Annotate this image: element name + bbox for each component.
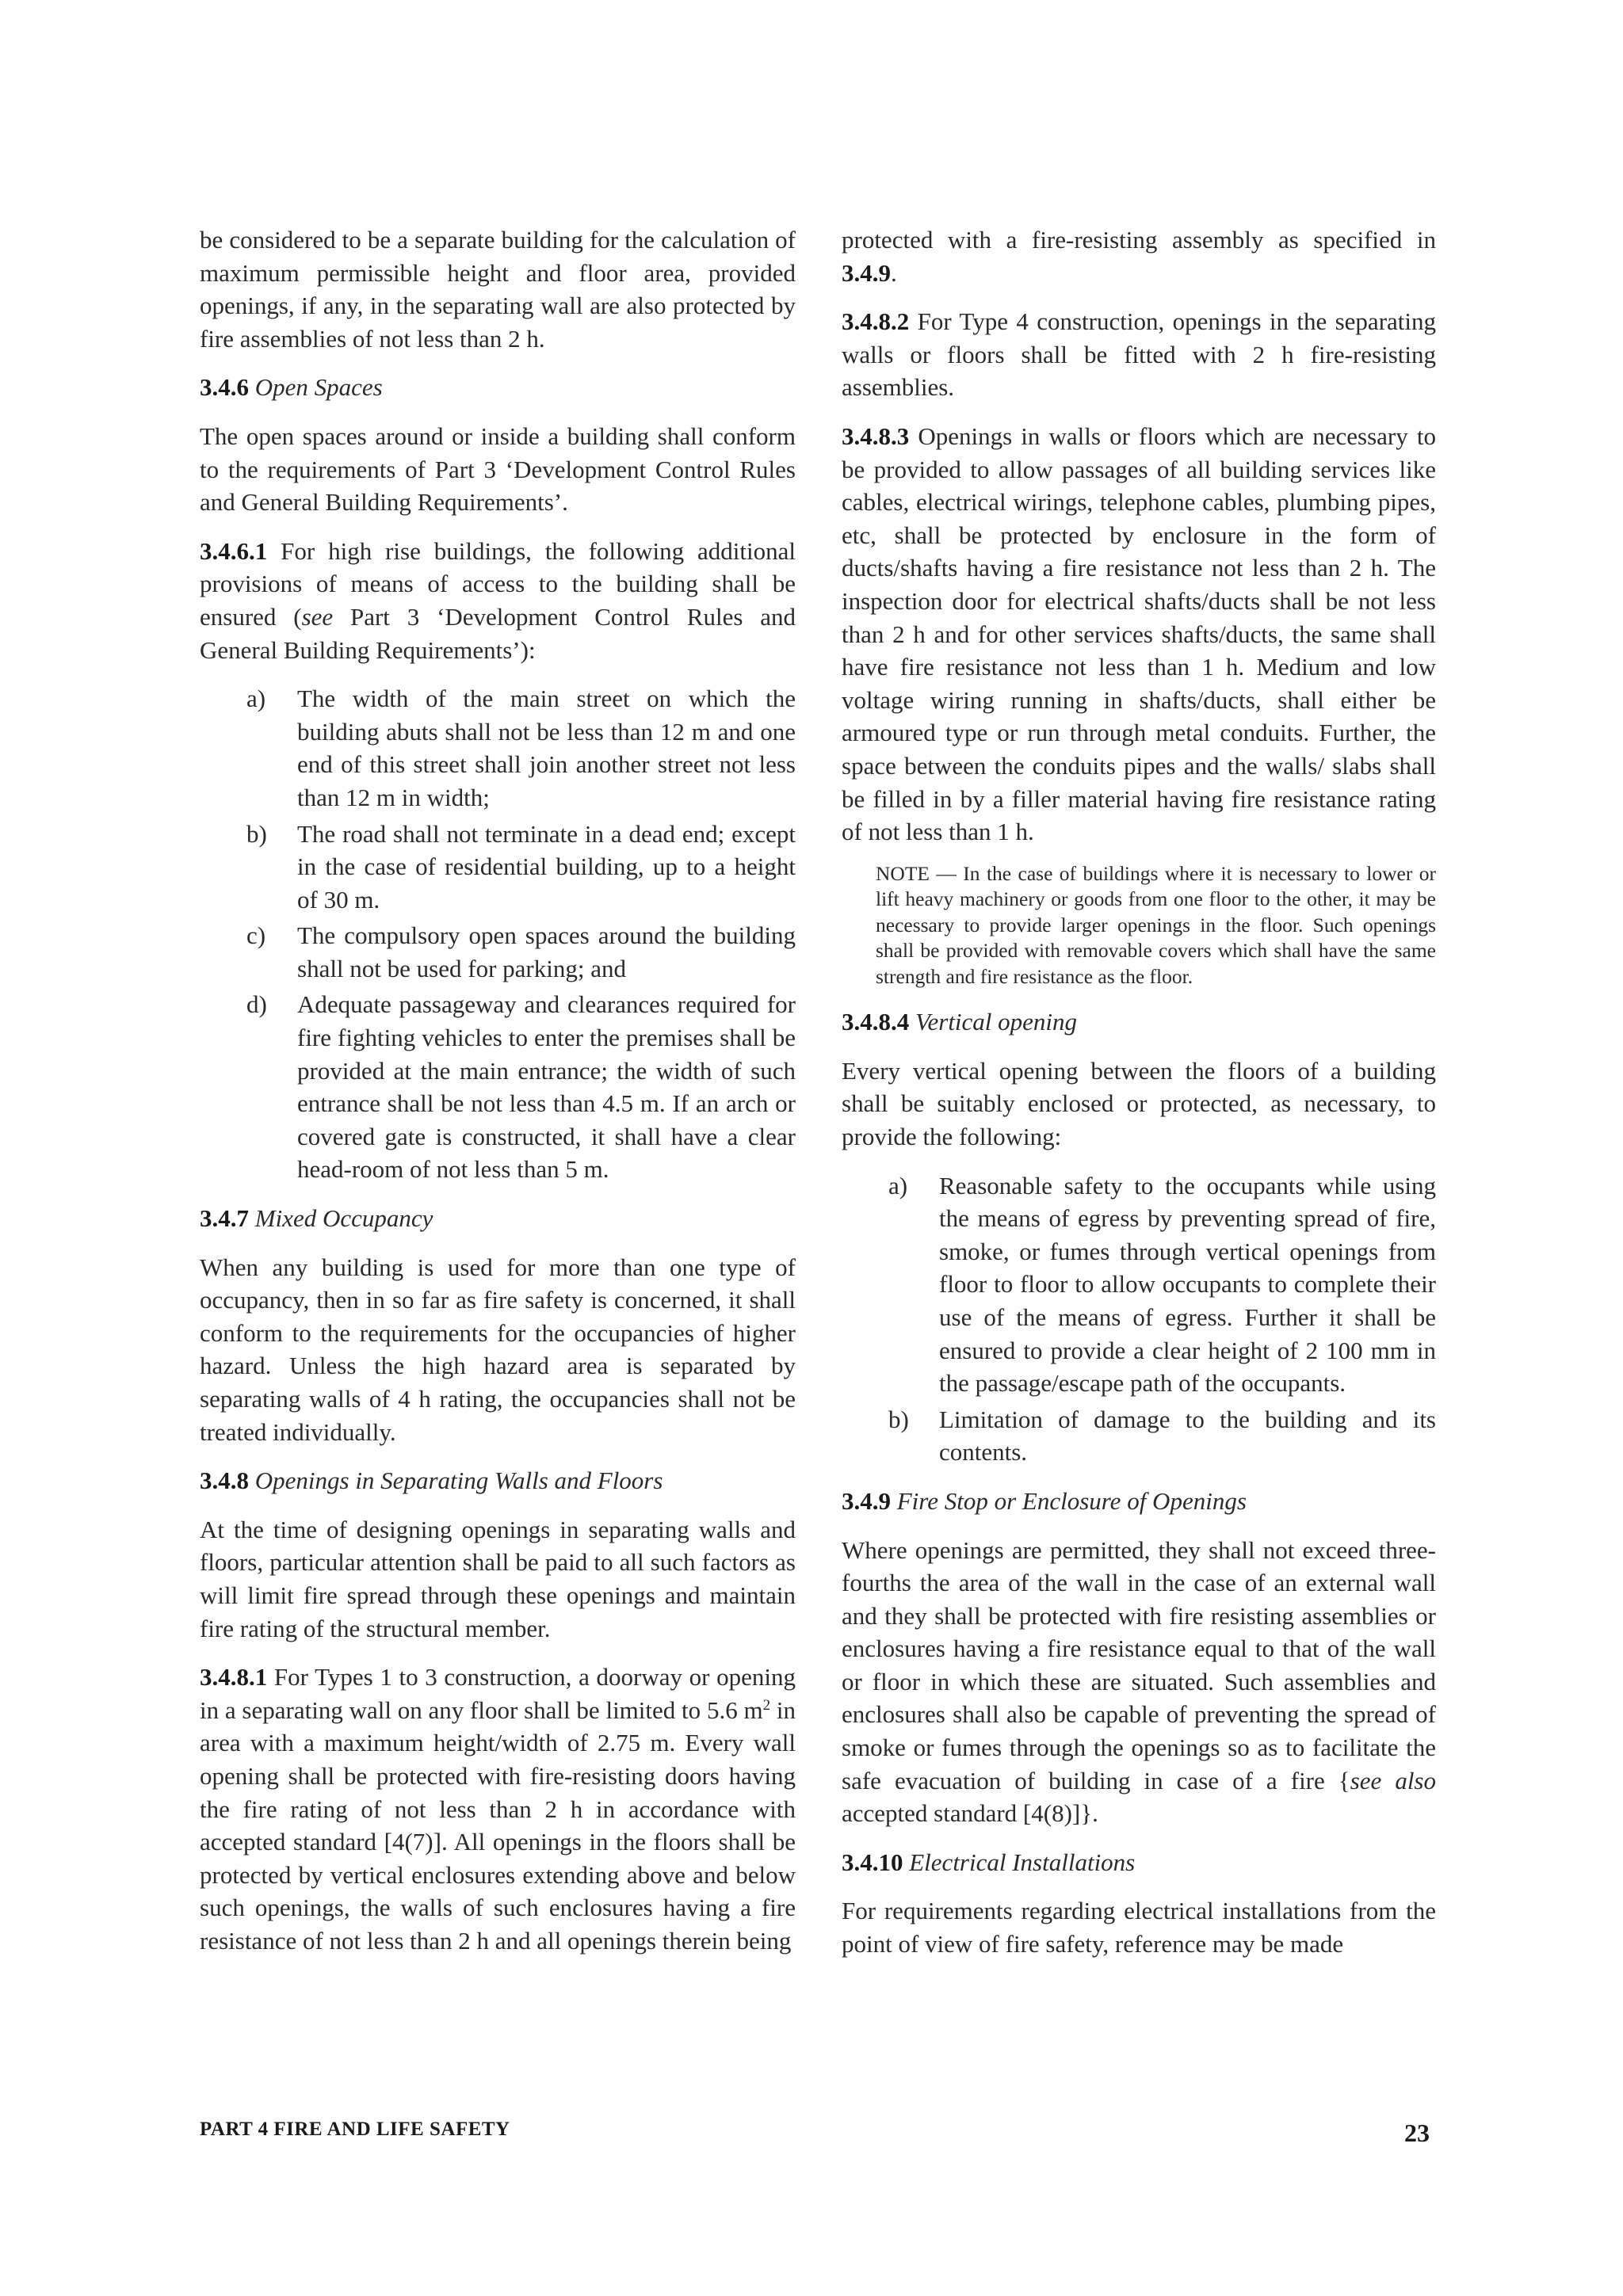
access-provisions-list [200, 682, 796, 1186]
left-column [200, 223, 796, 1958]
paragraph-text: . [891, 258, 897, 287]
clause-text: Part 3 ‘Development Control Rules and General Building Requirements’): [200, 602, 796, 664]
section-number: 3.4.8 [200, 1466, 249, 1495]
section-heading-3-4-6 [200, 371, 796, 404]
continued-paragraph: be considered to be a separate building for the calculation of maximum permissible height and floor area, provided openings, if any, in the separating wall are also protected by fire assemblies of not less than 2 h. [200, 226, 796, 353]
list-item-text: Adequate passageway and clearances required for fire fighting vehicles to enter the premises shall be provided at the main entrance; the width of such entrance shall be not less than 4.5 m. If an arch or covered gate is constructed, it shall have a clear head-room of not less than 5 m. [297, 990, 796, 1184]
section-title: Open Spaces [254, 373, 383, 402]
list-item [200, 988, 796, 1186]
paragraph-openings: At the time of designing openings in separating walls and floors, particular attention shall be paid to all such factors as will limit fire spread through these openings and maintain fire rating of the structural member. [200, 1515, 796, 1642]
clause-number: 3.4.6.1 [200, 536, 268, 565]
superscript: 2 [762, 1696, 771, 1714]
list-item-text: The compulsory open spaces around the building shall not be used for parking; and [297, 921, 796, 982]
list-item [842, 1169, 1436, 1400]
section-title: Electrical Installations [909, 1848, 1136, 1876]
list-item-text: Limitation of damage to the building and its contents. [939, 1405, 1436, 1466]
list-marker: b) [888, 1405, 909, 1433]
section-heading-3-4-7 [200, 1202, 796, 1235]
section-number: 3.4.8.4 [842, 1008, 910, 1036]
paragraph-3-4-8-3 [842, 420, 1436, 849]
section-title: Openings in Separating Walls and Floors [254, 1466, 663, 1495]
section-heading-3-4-9 [842, 1485, 1436, 1518]
list-item [200, 818, 796, 917]
list-marker: c) [246, 921, 266, 950]
section-heading-3-4-8 [200, 1464, 796, 1497]
section-heading-3-4-8-4 [842, 1005, 1436, 1039]
clause-number: 3.4.8.1 [200, 1663, 268, 1691]
clause-text: For high rise buildings, the following additional provisions of means of access to the building shall be ensured ( [200, 536, 796, 631]
paragraph-vertical-opening: Every vertical opening between the floors of a building shall be suitably enclosed or protected, as necessary, to provide the following: [842, 1056, 1436, 1150]
running-footer: PART 4 FIRE AND LIFE SAFETY [200, 2119, 510, 2140]
clause-text: For Type 4 construction, openings in the separating walls or floors shall be fitted with 2 h fire-resisting assemblies. [842, 307, 1436, 402]
list-item [842, 1403, 1436, 1469]
continued-paragraph [842, 223, 1436, 289]
section-title: Mixed Occupancy [254, 1204, 433, 1233]
paragraph-open-spaces: The open spaces around or inside a building shall conform to the requirements of Part 3 ‘Development Control Rules and General Building Requirements’. [200, 421, 796, 517]
section-number: 3.4.6 [200, 373, 249, 402]
section-number: 3.4.10 [842, 1848, 903, 1876]
note-paragraph: NOTE — In the case of buildings where it is necessary to lower or lift heavy machinery or goods from one floor to the other, it may be necessary to provide larger openings in the floor. Such openings shall be provided with removable covers which shall have the same strength and fire resistance as the floor. [876, 861, 1436, 988]
paragraph-electrical: For requirements regarding electrical installations from the point of view of fire safety, reference may be made [842, 1897, 1436, 1958]
clause-text: Openings in walls or floors which are necessary to be provided to allow passages of all building services like cables, electrical wirings, telephone cables, plumbing pipes, etc, shall be protected by enclosure in the form of ducts/shafts having a fire resistance not less than 2 h. The inspection door for electrical shafts/ducts shall be not less than 2 h and for other services shafts/ducts, the same shall have fire resistance not less than 1 h. Medium and low voltage wiring running in shafts/ducts, shall either be armoured type or run through metal conduits. Further, the space between the conduits pipes and the walls/ slabs shall be filled in by a filler material having fire resistance rating of not less than 1 h. [842, 421, 1436, 846]
clause-number: 3.4.8.3 [842, 421, 910, 450]
see-reference: see also [1350, 1766, 1436, 1794]
list-marker: a) [246, 685, 266, 713]
cross-reference: 3.4.9 [842, 258, 891, 287]
paragraph-3-4-6-1 [200, 535, 796, 666]
section-heading-3-4-10 [842, 1846, 1436, 1879]
list-item-text: Reasonable safety to the occupants while using the means of egress by preventing spread of fire, smoke, or fumes through vertical openings from floor to floor to allow occupants to complete their use of the means of egress. Further it shall be ensured to provide a clear height of 2 100 mm in the passage/escape path of the occupants. [939, 1171, 1436, 1398]
section-number: 3.4.9 [842, 1486, 891, 1515]
vertical-opening-list [842, 1169, 1436, 1469]
section-title: Vertical opening [915, 1008, 1078, 1036]
list-marker: a) [888, 1171, 908, 1199]
paragraph-text: accepted standard [4(8)]}. [842, 1799, 1098, 1828]
section-title: Fire Stop or Enclosure of Openings [896, 1486, 1247, 1515]
list-marker: d) [246, 990, 267, 1019]
page-number: 23 [1404, 2119, 1430, 2147]
list-item [200, 682, 796, 814]
section-number: 3.4.7 [200, 1204, 249, 1233]
list-marker: b) [246, 819, 267, 848]
clause-number: 3.4.8.2 [842, 307, 910, 336]
list-item [200, 919, 796, 985]
right-column [842, 223, 1436, 1961]
paragraph-fire-stop [842, 1534, 1436, 1830]
paragraph-3-4-8-1 [200, 1661, 796, 1957]
clause-text: For Types 1 to 3 construction, a doorway or opening in a separating wall on any floor shall be limited to 5.6 m [200, 1663, 796, 1724]
list-item-text: The width of the main street on which the building abuts shall not be less than 12 m and one end of this street shall join another street not less than 12 m in width; [297, 685, 796, 811]
paragraph-mixed-occupancy: When any building is used for more than one type of occupancy, then in so far as fire safety is concerned, it shall conform to the requirements for the occupancies of higher hazard. Unless the high hazard area is separated by separating walls of 4 h rating, the occupancies shall not be treated individually. [200, 1253, 796, 1446]
paragraph-text: protected with a fire-resisting assembly as specified in [842, 226, 1436, 254]
see-reference: see [301, 602, 334, 631]
paragraph-3-4-8-2 [842, 305, 1436, 404]
list-item-text: The road shall not terminate in a dead end; except in the case of residential building, up to a height of 30 m. [297, 819, 796, 913]
clause-text: in area with a maximum height/width of 2.75 m. Every wall opening shall be protected with fire-resisting doors having the fire rating of not less than 2 h in accordance with accepted standard [4(7)]. All openings in the floors shall be protected by vertical enclosures extending above and below such openings, the walls of such enclosures having a fire resistance of not less than 2 h and all openings therein being [200, 1695, 796, 1955]
paragraph-text: Where openings are permitted, they shall not exceed three-fourths the area of the wall in the case of an external wall and they shall be protected with fire resisting assemblies or enclosures having a fire resistance equal to that of the wall or floor in which these are situated. Such assemblies and enclosures shall also be capable of preventing the spread of smoke or fumes through the openings so as to facilitate the safe evacuation of building in case of a fire { [842, 1535, 1436, 1794]
